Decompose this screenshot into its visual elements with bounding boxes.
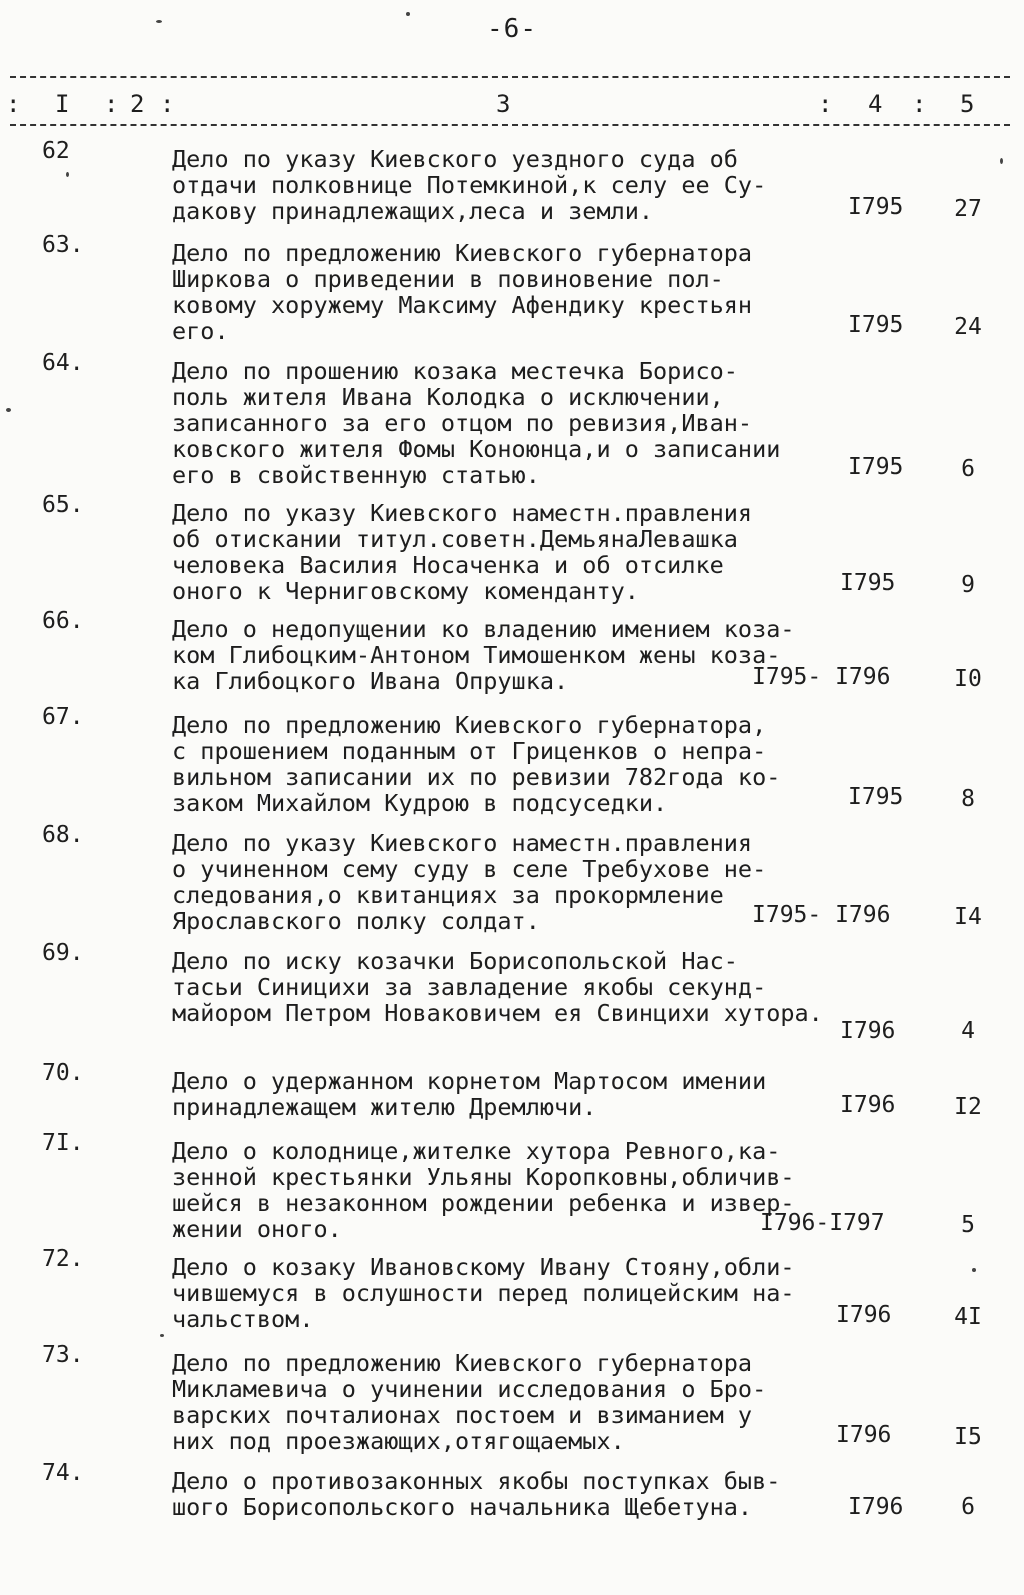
- entry-title-line: Микламевича о учинении исследования о Бро-: [172, 1375, 767, 1403]
- entry-title-line: человека Василия Носаченка и об отсилке: [172, 551, 724, 579]
- entry-sheets: I4: [954, 904, 982, 930]
- entry-years: I795: [848, 454, 904, 480]
- entry-number: 72.: [42, 1246, 84, 1272]
- entry-number: 70.: [42, 1060, 84, 1086]
- entry-title-line: майором Петром Новаковичем ея Свинцихи хутора.: [172, 999, 823, 1027]
- entry-title: [172, 712, 872, 816]
- entry-title-line: с прошением поданным от Гриценков о непра-: [172, 737, 767, 765]
- scan-speck: [406, 12, 410, 16]
- entry-number: 63.: [42, 232, 84, 258]
- entry-title-line: тасьи Синицихи за завладение якобы секунд-: [172, 973, 767, 1001]
- entry-title-line: варских почталионах постоем и взиманием у: [172, 1401, 753, 1429]
- entry-title-line: Дело о козаку Ивановскому Ивану Стояну,обли-: [172, 1253, 795, 1281]
- entry-title-line: об отискании титул.советн.ДемьянаЛевашка: [172, 525, 738, 553]
- entry-sheets: 9: [961, 572, 975, 598]
- entry-title-line: жении оного.: [172, 1215, 342, 1243]
- entry-number: 65.: [42, 492, 84, 518]
- entry-title: [172, 1068, 872, 1120]
- entry-title-line: Дело по иску козачки Борисопольской Нас-: [172, 947, 738, 975]
- entry-years: I796-I797: [760, 1210, 885, 1236]
- header-rule-bottom: [10, 124, 1010, 126]
- entry-title-line: Дело по прошению козака местечка Борисо-: [172, 357, 738, 385]
- entry-title-line: Дело по предложению Киевского губернатора: [172, 239, 753, 267]
- entry-title-line: чальством.: [172, 1305, 314, 1333]
- entry-title: [172, 1350, 872, 1454]
- entry-number: 68.: [42, 822, 84, 848]
- entry-sheets: 4: [961, 1018, 975, 1044]
- entry-sheets: 4I: [954, 1304, 982, 1330]
- entry-title-line: следования,о квитанциях за прокормление: [172, 881, 724, 909]
- entry-title-line: его в свойственную статью.: [172, 461, 540, 489]
- scan-speck: [156, 20, 162, 23]
- entry-title-line: заком Михайлом Кудрою в подсуседки.: [172, 789, 668, 817]
- entry-number: 7I.: [42, 1130, 84, 1156]
- entry-years: I796: [840, 1018, 896, 1044]
- entry-title: [172, 358, 872, 488]
- entry-title-line: Дело о колоднице,жителке хутора Ревного,ка-: [172, 1137, 781, 1165]
- entry-sheets: I2: [954, 1094, 982, 1120]
- entry-title-line: зенной крестьянки Ульяны Коропковны,обличив-: [172, 1163, 795, 1191]
- entry-sheets: I0: [954, 666, 982, 692]
- column-separator: :: [818, 90, 833, 118]
- entry-years: I795- I796: [752, 902, 891, 928]
- entry-sheets: 24: [954, 314, 982, 340]
- entry-title-line: ком Глибоцким-Антоном Тимошенком жены коза-: [172, 641, 781, 669]
- entry-sheets: 8: [961, 786, 975, 812]
- entry-years: I796: [836, 1302, 892, 1328]
- entry-title-line: Дело по предложению Киевского губернатора: [172, 1349, 753, 1377]
- entry-years: I796: [836, 1422, 892, 1448]
- entry-number: 73.: [42, 1342, 84, 1368]
- entry-years: I795- I796: [752, 664, 891, 690]
- column-separator: :: [912, 90, 927, 118]
- entry-title-line: Дело по указу Киевского уездного суда об: [172, 145, 738, 173]
- entry-title-line: Дело о противозаконных якобы поступках быв-: [172, 1467, 781, 1495]
- entry-title: [172, 500, 872, 604]
- column-header-sheets: 5: [960, 90, 975, 118]
- entry-title-line: дакову принадлежащих,леса и земли.: [172, 197, 654, 225]
- column-separator: :: [160, 90, 175, 118]
- column-separator: :: [6, 90, 21, 118]
- entry-years: I795: [848, 784, 904, 810]
- entry-number: 64.: [42, 350, 84, 376]
- entry-sheets: 6: [961, 1494, 975, 1520]
- entry-title: [172, 146, 872, 224]
- entry-title-line: о учиненном сему суду в селе Требухове не-: [172, 855, 767, 883]
- column-separator: :: [104, 90, 119, 118]
- entry-sheets: I5: [954, 1424, 982, 1450]
- scan-speck: [66, 172, 69, 177]
- entry-title-line: Дело по указу Киевского наместн.правления: [172, 499, 753, 527]
- header-rule-top: [10, 76, 1010, 78]
- entry-title-line: вильном записании их по ревизии 782года ко-: [172, 763, 781, 791]
- entry-title-line: Дело по указу Киевского наместн.правления: [172, 829, 753, 857]
- entry-title-line: Дело по предложению Киевского губернатора,: [172, 711, 767, 739]
- entry-title: [172, 948, 872, 1026]
- entry-title-line: шейся в незаконном рождении ребенка и извер-: [172, 1189, 795, 1217]
- scan-speck: [972, 1268, 976, 1272]
- entry-number: 67.: [42, 704, 84, 730]
- entry-title-line: отдачи полковнице Потемкиной,к селу ее Су-: [172, 171, 767, 199]
- entry-title-line: Ширкова о приведении в повиновение пол-: [172, 265, 724, 293]
- column-header-number: I: [55, 90, 70, 118]
- entry-title: [172, 1468, 872, 1520]
- column-header-title: 3: [496, 90, 511, 118]
- entry-title-line: ка Глибоцкого Ивана Опрушка.: [172, 667, 569, 695]
- entry-title-line: ковского жителя Фомы Коноюнца,и о записании: [172, 435, 781, 463]
- scan-speck: [160, 1334, 164, 1337]
- entry-title-line: его.: [172, 317, 229, 345]
- entry-title: [172, 240, 872, 344]
- entry-number: 66.: [42, 608, 84, 634]
- entry-number: 62: [42, 138, 70, 164]
- scan-speck: [1000, 158, 1003, 164]
- entry-sheets: 5: [961, 1212, 975, 1238]
- entry-title: [172, 1254, 872, 1332]
- page-number: -6-: [487, 14, 537, 44]
- entry-title-line: принадлежащем жителю Дремлючи.: [172, 1093, 597, 1121]
- entry-title-line: шого Борисопольского начальника Щебетуна.: [172, 1493, 753, 1521]
- entry-title-line: оного к Черниговскому коменданту.: [172, 577, 639, 605]
- column-header-years: 4: [868, 90, 883, 118]
- entry-title-line: Ярославского полку солдат.: [172, 907, 540, 935]
- entry-years: I795: [840, 570, 896, 596]
- entry-years: I795: [848, 312, 904, 338]
- entry-title-line: них под проезжающих,отягощаемых.: [172, 1427, 625, 1455]
- entry-sheets: 27: [954, 196, 982, 222]
- entry-title-line: ковому хоружему Максиму Афендику крестьян: [172, 291, 753, 319]
- entry-years: I796: [840, 1092, 896, 1118]
- entry-title-line: поль жителя Ивана Колодка о исключении,: [172, 383, 724, 411]
- entry-title-line: чившемуся в ослушности перед полицейским на-: [172, 1279, 795, 1307]
- column-header-fund: 2: [130, 90, 145, 118]
- entry-number: 69.: [42, 940, 84, 966]
- entry-title-line: Дело о недопущении ко владению имением коза-: [172, 615, 795, 643]
- scan-speck: [6, 408, 11, 412]
- entry-title-line: Дело о удержанном корнетом Мартосом имении: [172, 1067, 767, 1095]
- entry-number: 74.: [42, 1460, 84, 1486]
- entry-title-line: записанного за его отцом по ревизия,Иван-: [172, 409, 753, 437]
- entry-years: I796: [848, 1494, 904, 1520]
- entry-sheets: 6: [961, 456, 975, 482]
- entry-years: I795: [848, 194, 904, 220]
